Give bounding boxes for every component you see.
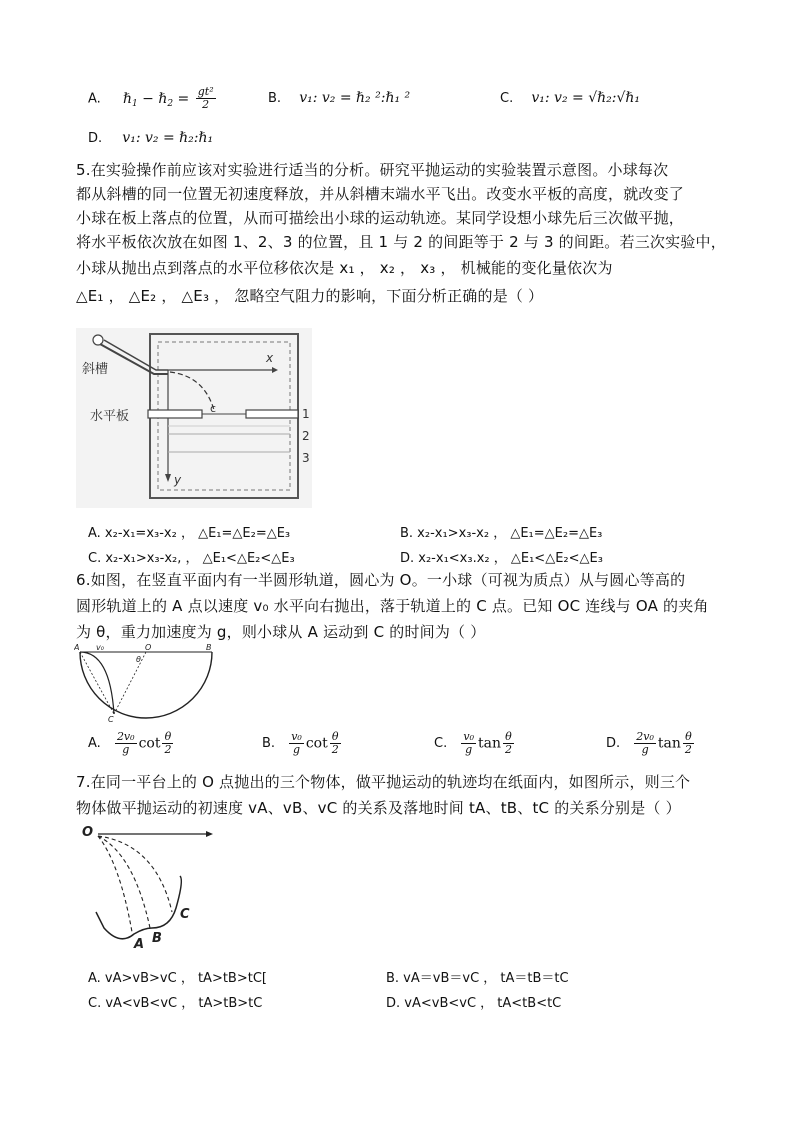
q4-option-c xyxy=(500,90,640,106)
option-letter: B. xyxy=(268,91,282,106)
q4-a-expression: ℏ$_1$ − ℏ$_2$ = $\frac{\text{gt²}}{2}$ xyxy=(122,85,214,111)
q4-option-b xyxy=(268,90,410,106)
q5-option-d: D. x₂-x₁<x₃.x₂ ， △E₁<△E₂<△E₃ xyxy=(400,551,603,566)
q5-stem-line: 5.在实验操作前应该对实验进行适当的分析。研究平抛运动的实验装置示意图。小球每次 xyxy=(76,161,669,179)
point-A-label: A xyxy=(74,643,80,652)
q6-option-a: A. $\frac{\text{2v₀}}{g}$ cot $\frac{\theta}{2}$ xyxy=(88,730,172,756)
ground-profile xyxy=(96,876,181,939)
q7-option-a: A. vA>vB>vC ， tA>tB>tC[ xyxy=(88,971,267,986)
q6-option-b: B. $\frac{\text{v₀}}{g}$ cot $\frac{\theta}{2}$ xyxy=(262,730,339,756)
q6-stem-line: 为 θ，重力加速度为 g，则小球从 A 运动到 C 的时间为（ ） xyxy=(76,623,486,641)
option-letter: D. xyxy=(88,131,103,146)
theta-label: θ xyxy=(136,655,141,664)
point-B-label: B xyxy=(206,643,212,652)
q5-stem-line: △E₁ ， △E₂ ， △E₃ ， 忽略空气阻力的影响，下面分析正确的是（ ） xyxy=(76,287,544,305)
point-A-label: A xyxy=(134,937,145,952)
q6-stem-line: 圆形轨道上的 A 点以速度 v₀ 水平向右抛出，落于轨道上的 C 点。已知 OC 连线与 OA 的夹角 xyxy=(76,597,709,615)
q7-stem-line: 物体做平抛运动的初速度 vA、vB、vC 的关系及落地时间 tA、tB、tC 的关系分别是（ ） xyxy=(76,799,681,817)
q5-stem-line: 都从斜槽的同一位置无初速度释放，并从斜槽末端水平飞出。改变水平板的高度，就改变了 xyxy=(76,185,685,203)
q7-trajectory-figure xyxy=(80,824,220,952)
q4-option-d xyxy=(88,130,213,146)
option-letter: B. xyxy=(262,736,276,751)
q4-d-expression: v₁: v₂ = ℏ₂:ℏ₁ xyxy=(122,130,214,146)
q4-b-expression: v₁: v₂ = ℏ₂ ²:ℏ₁ ² xyxy=(299,90,411,106)
option-letter: D. xyxy=(606,736,621,751)
option-letter: A. xyxy=(88,736,101,751)
ball-icon xyxy=(93,335,103,345)
trajectory-C xyxy=(98,836,172,912)
position-3-label: 3 xyxy=(302,451,310,465)
point-B-label: B xyxy=(152,931,162,946)
q7-stem-line: 7.在同一平台上的 O 点抛出的三个物体，做平抛运动的轨迹均在纸面内，如图所示，则三个 xyxy=(76,773,691,791)
chute-label: 斜槽 xyxy=(82,362,109,377)
q5-stem-line: 将水平板依次放在如图 1、2、3 的位置，且 1 与 2 的间距等于 2 与 3 的间距。若三次实验中， xyxy=(76,233,726,251)
q7-option-c: C. vA<vB<vC ， tA>tB>tC xyxy=(88,996,263,1011)
v0-label: v₀ xyxy=(96,643,104,652)
q6-option-c: C. $\frac{\text{v₀}}{g}$ tan $\frac{\theta}{2}$ xyxy=(434,730,512,756)
point-O-label: O xyxy=(82,825,94,840)
landing-mark: c xyxy=(210,402,217,415)
q5-option-c: C. x₂-x₁>x₃-x₂, ， △E₁<△E₂<△E₃ xyxy=(88,551,295,566)
q5-apparatus-figure xyxy=(76,328,312,508)
q7-option-d: D. vA<vB<vC ， tA<tB<tC xyxy=(386,996,562,1011)
q6-stem-line: 6.如图，在竖直平面内有一半圆形轨道，圆心为 O。一小球（可视为质点）从与圆心等高的 xyxy=(76,571,686,589)
q6-option-d: D. $\frac{\text{2v₀}}{g}$ tan $\frac{\theta}{2}$ xyxy=(606,730,692,756)
trajectory-A xyxy=(98,836,132,932)
board-right xyxy=(246,410,298,418)
point-O-label: O xyxy=(145,643,152,652)
q5-stem-line: 小球在板上落点的位置，从而可描绘出小球的运动轨迹。某同学设想小球先后三次做平抛， xyxy=(76,209,685,227)
q5-stem-line: 小球从抛出点到落点的水平位移依次是 x₁ ， x₂ ， x₃ ， 机械能的变化量依次为 xyxy=(76,259,613,277)
option-letter: C. xyxy=(434,736,448,751)
q5-option-a: A. x₂-x₁=x₃-x₂ ， △E₁=△E₂=△E₃ xyxy=(88,526,291,541)
position-2-label: 2 xyxy=(302,429,310,443)
y-axis-label: y xyxy=(174,473,182,487)
q6-semicircle-figure xyxy=(74,642,224,724)
point-C-label: C xyxy=(108,715,114,724)
x-axis-label: x xyxy=(266,351,274,365)
position-1-label: 1 xyxy=(302,407,310,421)
q7-option-b: B. vA＝vB＝vC ， tA＝tB＝tC xyxy=(386,971,569,986)
q5-option-b: B. x₂-x₁>x₃-x₂ ， △E₁=△E₂=△E₃ xyxy=(400,526,603,541)
platform-arrow xyxy=(206,831,213,837)
board-left xyxy=(148,410,202,418)
q4-c-expression: v₁: v₂ = √ℏ₂:√ℏ₁ xyxy=(531,90,641,106)
q4-option-a xyxy=(88,86,218,111)
point-C-label: C xyxy=(180,907,190,922)
board-label: 水平板 xyxy=(90,409,130,424)
radius-OC xyxy=(114,652,146,714)
option-letter: A. xyxy=(88,91,101,107)
option-letter: C. xyxy=(500,91,514,106)
trajectory-B xyxy=(98,836,150,928)
